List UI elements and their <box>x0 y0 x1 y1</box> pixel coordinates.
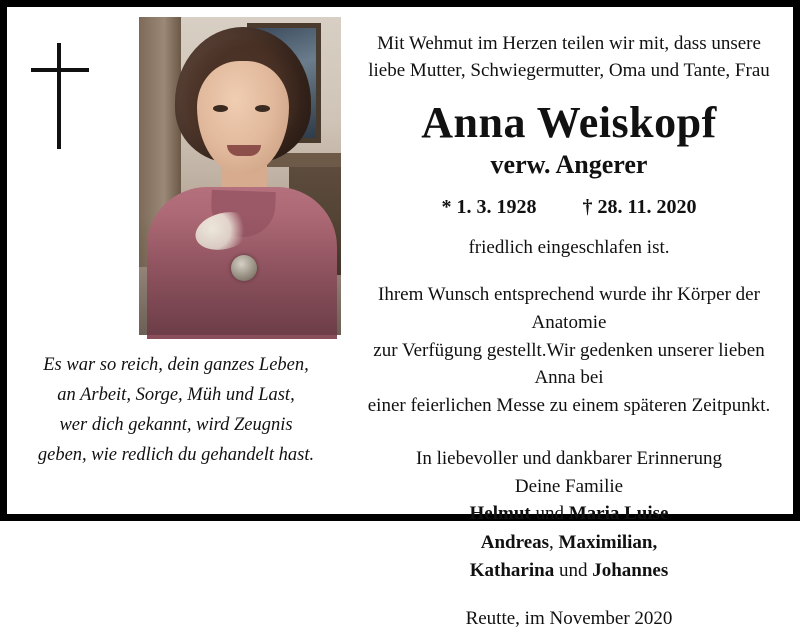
family-row <box>363 529 775 558</box>
family-row <box>363 500 775 529</box>
cross-vertical-bar <box>57 43 61 149</box>
family-member: Maria Luise <box>568 503 669 525</box>
left-column <box>7 7 355 514</box>
deceased-maiden-name: verw. Angerer <box>490 150 648 180</box>
family-join: und <box>554 560 593 582</box>
family-join: und <box>530 503 569 525</box>
intro-text <box>363 31 775 85</box>
verse-line: Es war so reich, dein ganzes Leben, <box>43 355 309 375</box>
family-join: , <box>549 531 559 553</box>
memorial-verse <box>7 351 345 471</box>
verse-line: geben, wie redlich du gehandelt hast. <box>37 444 315 465</box>
birth-date: * 1. 3. 1928 <box>441 196 537 219</box>
family-names <box>363 500 775 586</box>
death-date: † 28. 11. 2020 <box>582 196 697 219</box>
memory-line: Deine Familie <box>514 475 624 497</box>
intro-line: liebe Mutter, Schwiegermutter, Oma und Tante, Frau <box>368 59 770 81</box>
right-column <box>355 7 793 629</box>
family-member: Katharina <box>469 560 555 582</box>
place-and-date: Reutte, im November 2020 <box>465 607 673 629</box>
family-row <box>363 557 775 586</box>
cross-horizontal-bar <box>31 68 89 72</box>
family-member: Helmut <box>469 503 531 525</box>
body-text <box>363 281 775 419</box>
verse-line: wer dich gekannt, wird Zeugnis <box>59 414 293 435</box>
memory-line: In liebevoller und dankbarer Erinnerung <box>416 448 722 470</box>
verse-line: an Arbeit, Sorge, Müh und Last, <box>57 384 295 405</box>
body-line: Ihrem Wunsch entsprechend wurde ihr Körper der Anatomie <box>378 284 760 333</box>
cross-icon <box>31 43 89 149</box>
intro-line: Mit Wehmut im Herzen teilen wir mit, dass unsere <box>377 33 761 54</box>
portrait-photo-image <box>139 17 341 335</box>
family-member: Johannes <box>592 560 669 582</box>
portrait-photo <box>139 17 341 335</box>
life-dates <box>363 196 775 219</box>
family-member: Andreas <box>480 531 550 553</box>
body-line: zur Verfügung gestellt.Wir gedenken unserer lieben Anna bei <box>373 339 765 389</box>
body-line: einer feierlichen Messe zu einem späteren Zeitpunkt. <box>367 394 771 416</box>
deceased-name: Anna Weiskopf <box>421 97 717 147</box>
memory-block <box>363 445 775 500</box>
family-member: Maximilian, <box>558 531 658 553</box>
passed-text: friedlich eingeschlafen ist. <box>468 237 670 259</box>
photo-vignette <box>139 17 341 335</box>
